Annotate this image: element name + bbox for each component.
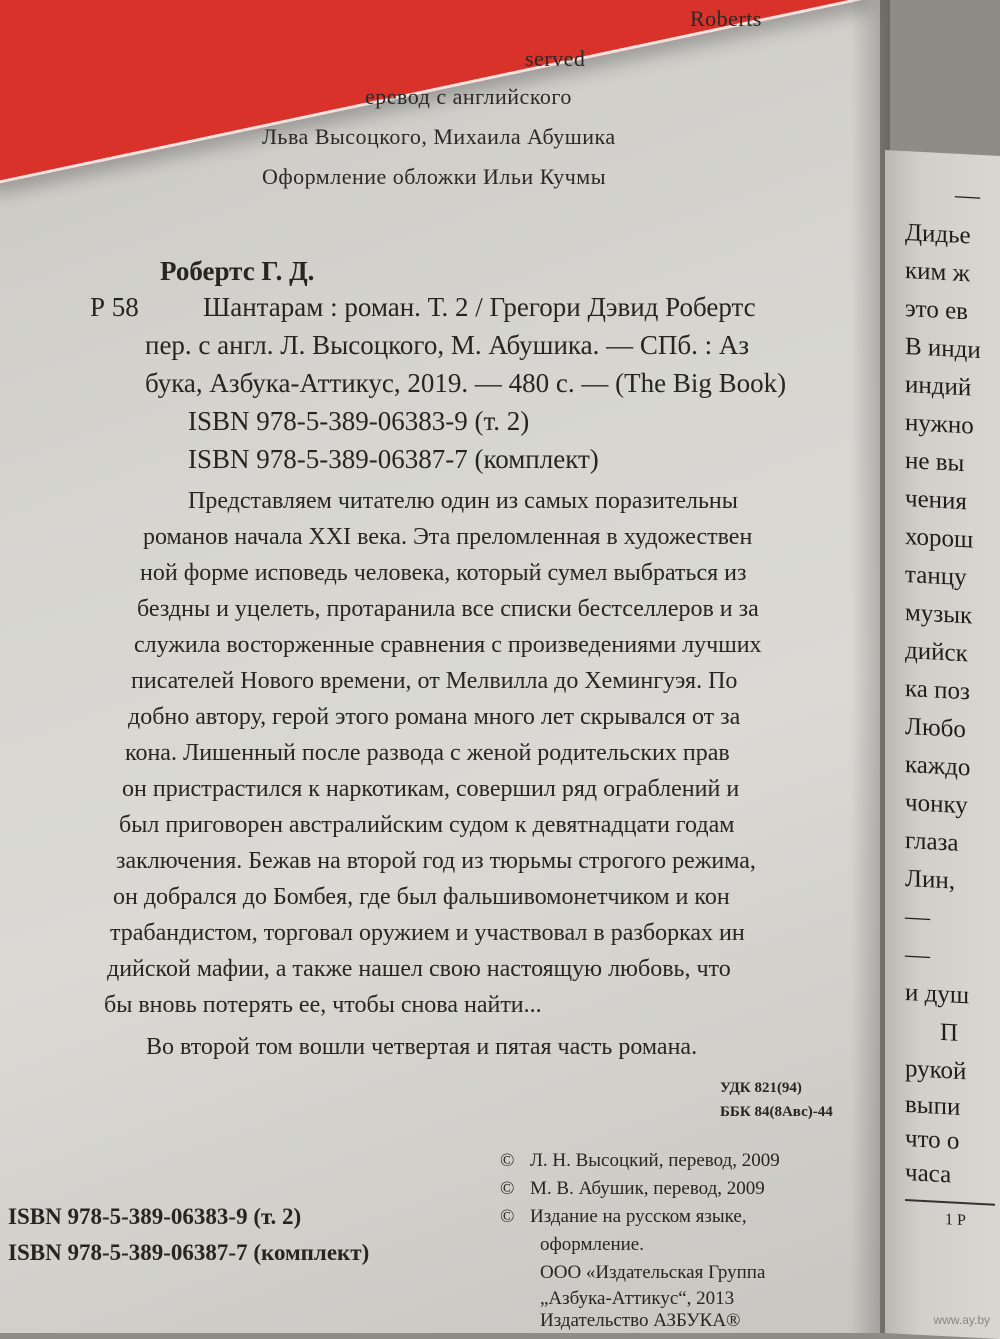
right-page-line: Дидье [905,219,971,250]
copyright-2 [500,1178,765,1200]
copyright-cont: оформление. [540,1234,644,1255]
catalog-code: Р 58 [90,292,139,322]
footnote-divider [905,1199,995,1206]
right-page-line: дийск [905,637,968,668]
copyright-icon: © [500,1178,515,1199]
catalog-desc-2: пер. с англ. Л. Высоцкого, М. Абушика. — СПб. : Аз [145,330,750,360]
catalog-desc-3: бука, Азбука-Аттикус, 2019. — 480 с. — (The Big Book) [145,368,787,398]
right-page-line: глаза [905,827,959,857]
annotation-line: добно автору, герой этого романа много лет скрывался от за [128,704,741,730]
right-page-line: ка поз [905,675,970,706]
right-page-line: В инди [905,333,981,365]
right-page-line: Лин, [905,865,955,895]
right-page-line: что о [905,1125,960,1155]
right-page-line: чонку [905,789,968,820]
catalog-isbn-2: ISBN 978-5-389-06387-7 (комплект) [188,444,599,474]
annotation-line: писателей Нового времени, от Мелвилла до Хемингуэя. По [131,668,738,694]
credit-line-5: Оформление обложки Ильи Кучмы [262,164,606,189]
right-page-line: музык [905,599,973,630]
right-page-line: — [905,941,930,970]
right-page-line: часа [905,1159,952,1189]
isbn-bottom-1: ISBN 978-5-389-06383-9 (т. 2) [8,1204,302,1229]
annotation-line: он пристрастился к наркотикам, совершил ряд ограблений и [122,776,740,802]
right-page-line: 1 P [945,1211,966,1230]
right-page-line: танцу [905,561,967,592]
right-page-line: — [955,181,980,210]
right-page-line: это ев [905,295,968,326]
isbn-bottom-2: ISBN 978-5-389-06387-7 (комплект) [8,1240,370,1265]
credit-line-1: Roberts [690,6,762,31]
catalog-desc-1: Шантарам : роман. Т. 2 / Грегори Дэвид Робертс [203,292,756,322]
annotation-line: трабандистом, торговал оружием и участвовал в разборках ин [110,920,745,946]
credit-line-2: served [525,46,586,71]
copyright-cont: „Азбука-Аттикус“, 2013 [540,1288,735,1309]
copyright-icon: © [500,1150,515,1171]
right-page-line: выпи [905,1091,961,1121]
right-page-line: П [940,1018,959,1047]
credit-line-3: еревод с английского [365,84,572,109]
annotation-line: бы вновь потерять ее, чтобы снова найти... [104,992,542,1018]
copyright-icon: © [500,1206,515,1227]
copyright-text: Издание на русском языке, [530,1206,747,1227]
annotation-line: служила восторженные сравнения с произведениями лучших [134,632,762,658]
annotation-line: бездны и уцелеть, протаранила все списки бестселлеров и за [137,596,759,622]
annotation-line: он добрался до Бомбея, где был фальшивомонетчиком и кон [113,884,730,910]
right-page-line: не вы [905,447,965,478]
right-page-line: чения [905,485,967,516]
right-page-line: хорош [905,523,974,554]
annotation-line: дийской мафии, а также нашел свою настоящую любовь, что [107,956,731,982]
copyright-3 [500,1206,747,1228]
right-page-line: и душ [905,979,970,1010]
right-page-line: — [905,903,930,932]
right-page-line: индий [905,371,972,402]
annotation-line: заключения. Бежав на второй год из тюрьмы строгого режима, [116,848,756,874]
right-page [885,150,1000,1339]
udk-code: УДК 821(94) [720,1080,802,1096]
copyright-text: М. В. Абушик, перевод, 2009 [530,1178,765,1199]
credit-line-4: Льва Высоцкого, Михаила Абушика [262,124,616,149]
copyright-text: Л. Н. Высоцкий, перевод, 2009 [530,1150,780,1171]
copyright-cont: ООО «Издательская Группа [540,1262,766,1283]
right-page-line: каждо [905,751,971,782]
catalog-author: Робертс Г. Д. [160,256,315,286]
annotation-closing: Во второй том вошли четвертая и пятая часть романа. [146,1034,698,1060]
watermark: www.ay.by [933,1313,990,1327]
page-gutter-shadow [850,0,890,1333]
right-page-line: рукой [905,1055,967,1086]
annotation-line: кона. Лишенный после развода с женой родительских прав [125,740,730,766]
copyright-cont: Издательство АЗБУКА® [540,1310,741,1331]
annotation-line: романов начала XXI века. Эта преломленная в художествен [143,524,753,550]
copyright-1 [500,1150,780,1172]
right-page-line: нужно [905,409,974,440]
annotation-line: ной форме исповедь человека, который сумел выбраться из [140,560,747,586]
bbk-code: ББК 84(8Авс)-44 [720,1104,833,1120]
annotation-line: Представляем читателю один из самых поразительны [188,488,738,514]
right-page-line: ким ж [905,257,970,288]
catalog-isbn-1: ISBN 978-5-389-06383-9 (т. 2) [188,406,530,436]
annotation-line: был приговорен австралийским судом к девятнадцати годам [119,812,735,838]
right-page-line: Любо [905,713,966,744]
